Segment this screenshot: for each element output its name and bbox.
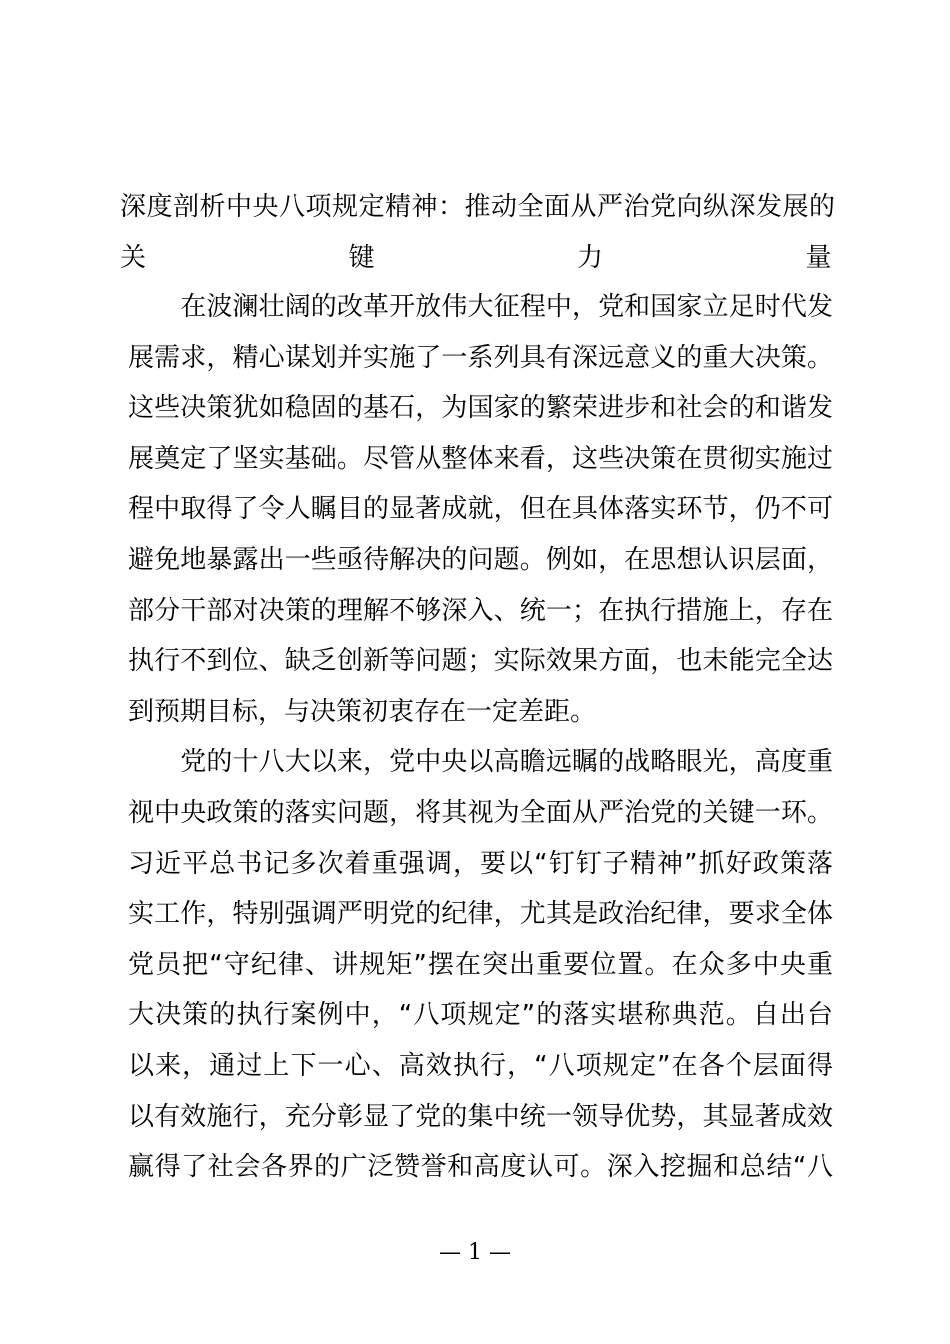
paragraph-2	[128, 737, 833, 1192]
text-line: 视中央政策的落实问题，将其视为全面从严治党的关键一环。	[128, 797, 833, 828]
text-line: 避免地暴露出一些亟待解决的问题。例如，在思想认识层面，	[128, 544, 833, 575]
text-line: 党员把“守纪律、讲规矩”摆在突出重要位置。在众多中央重	[128, 949, 833, 980]
text-line: 执行不到位、缺乏创新等问题；实际效果方面，也未能完全达	[128, 646, 833, 677]
text-line: 程中取得了令人瞩目的显著成就，但在具体落实环节，仍不可	[128, 494, 833, 525]
text-line: 到预期目标，与决策初衷存在一定差距。	[128, 696, 597, 727]
text-line: 部分干部对决策的理解不够深入、统一；在执行措施上，存在	[128, 595, 833, 626]
title-line: 关键力量	[120, 242, 832, 273]
text-line: 习近平总书记多次着重强调，要以“钉钉子精神”抓好政策落	[128, 848, 833, 879]
document-title	[120, 182, 836, 283]
text-line: 这些决策犹如稳固的基石，为国家的繁荣进步和社会的和谐发	[128, 393, 833, 424]
text-line: 以有效施行，充分彰显了党的集中统一领导优势，其显著成效	[128, 1101, 833, 1132]
text-line: 赢得了社会各界的广泛赞誉和高度认可。深入挖掘和总结“八	[128, 1152, 833, 1183]
page-number: — 1 —	[439, 1240, 511, 1265]
text-line: 展需求，精心谋划并实施了一系列具有深远意义的重大决策。	[128, 342, 833, 373]
text-line: 展奠定了坚实基础。尽管从整体来看，这些决策在贯彻实施过	[128, 443, 833, 474]
text-line: 实工作，特别强调严明党的纪律，尤其是政治纪律，要求全体	[128, 899, 833, 930]
paragraph-1	[128, 282, 833, 737]
text-line: 党的十八大以来，党中央以高瞻远瞩的战略眼光，高度重	[128, 747, 833, 778]
text-line: 在波澜壮阔的改革开放伟大征程中，党和国家立足时代发	[128, 292, 833, 322]
text-line: 以来，通过上下一心、高效执行，“八项规定”在各个层面得	[128, 1050, 833, 1081]
title-line: 深度剖析中央八项规定精神：推动全面从严治党向纵深发展的	[120, 192, 836, 222]
text-line: 大决策的执行案例中，“八项规定”的落实堪称典范。自出台	[128, 1000, 833, 1031]
document-body	[128, 282, 833, 1193]
